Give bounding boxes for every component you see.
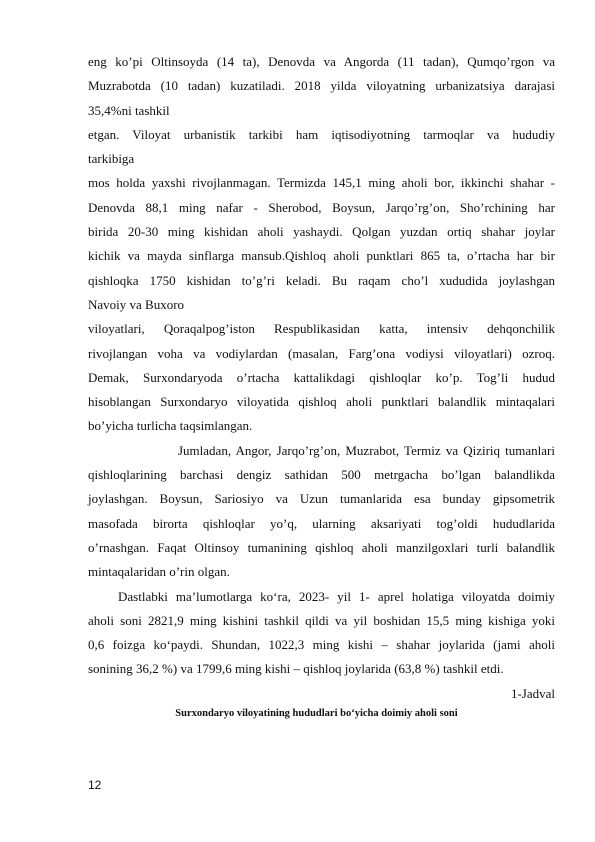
text-line: etgan. Viloyat urbanistik tarkibi ham iqtisodiyotning tarmoqlar va hududiy: [88, 126, 555, 142]
text-line: aholi soni 2821,9 ming kishini tashkil qildi va yil boshidan 15,5 ming kishiga yoki: [88, 612, 555, 628]
text-line: qishloqka 1750 kishidan to’g’ri keladi. Bu raqam cho’l xududida joylashgan: [88, 272, 555, 288]
text-line: 35,4%ni tashkil: [88, 102, 170, 118]
text-line: qishloqlarining barchasi dengiz sathidan 500 metrgacha bo’lgan balandlikda: [88, 467, 555, 483]
text-line: hisoblangan Surxondaryo viloyatida qishloq aholi punktlari balandlik mintaqalari: [88, 394, 555, 410]
text-line: Navoiy va Buxoro: [88, 296, 185, 312]
text-line: sonining 36,2 %) va 1799,6 ming kishi – qishloq joylarida (63,8 %) tashkil etdi.: [88, 661, 504, 677]
text-line: Denovda 88,1 ming nafar - Sherobod, Boysun, Jarqo’rg’on, Sho’rchining har: [88, 199, 555, 215]
text-line: kichik va mayda sinflarga mansub.Qishloq aholi punktlari 865 ta, o’rtacha har bir: [88, 248, 555, 264]
text-line: Demak, Surxondaryoda o’rtacha kattalikdagi qishloqlar ko’p. Tog’li hudud: [88, 369, 555, 385]
text-line: o’rnashgan. Faqat Oltinsoy tumanining qishloq aholi manzilgoxlari turli balandlik: [88, 539, 555, 555]
text-line: bo’yicha turlicha taqsimlangan.: [88, 418, 253, 434]
text-line: Muzrabotda (10 tadan) kuzatiladi. 2018 yilda viloyatning urbanizatsiya darajasi: [88, 78, 555, 94]
text-line: joylashgan. Boysun, Sariosiyo va Uzun tumanlarida esa bunday gipsometrik: [88, 491, 555, 507]
text-line: eng ko’pi Oltinsoyda (14 ta), Denovda va Angorda (11 tadan), Qumqo’rgon va: [88, 54, 555, 69]
text-line: Dastlabki ma’lumotlarga ko‘ra, 2023- yil 1- aprel holatiga viloyatda doimiy: [118, 588, 555, 604]
text-line: rivojlangan voha va vodiylardan (masalan, Farg’ona vodiysi viloyatlari) ozroq.: [88, 345, 555, 361]
text-line: tarkibiga: [88, 151, 135, 167]
table-caption: Surxondaryo viloyatining hududlari bo‘yicha doimiy aholi soni: [175, 708, 458, 720]
text-line: masofada birorta qishloqlar yo’q, ularning aksariyati tog’oldi hududlarida: [88, 515, 555, 531]
text-line: viloyatlari, Qoraqalpog’iston Respublikasidan katta, intensiv dehqonchilik: [88, 321, 555, 337]
document-body: [88, 50, 555, 722]
text-line: mos holda yaxshi rivojlanmagan. Termizda 145,1 ming aholi bor, ikkinchi shahar -: [88, 175, 555, 191]
page-number: 12: [88, 778, 102, 792]
text-line: mintaqalaridan o’rin olgan.: [88, 564, 230, 580]
table-label: 1-Jadval: [510, 685, 555, 701]
text-line: Jumladan, Angor, Jarqo’rg’on, Muzrabot, Termiz va Qiziriq tumanlari: [178, 442, 555, 458]
text-line: 0,6 foizga ko‘paydi. Shundan, 1022,3 ming kishi – shahar joylarida (jami aholi: [88, 637, 555, 653]
text-line: birida 20-30 ming kishidan aholi yashaydi. Qolgan yuzdan ortiq shahar joylar: [88, 224, 555, 240]
